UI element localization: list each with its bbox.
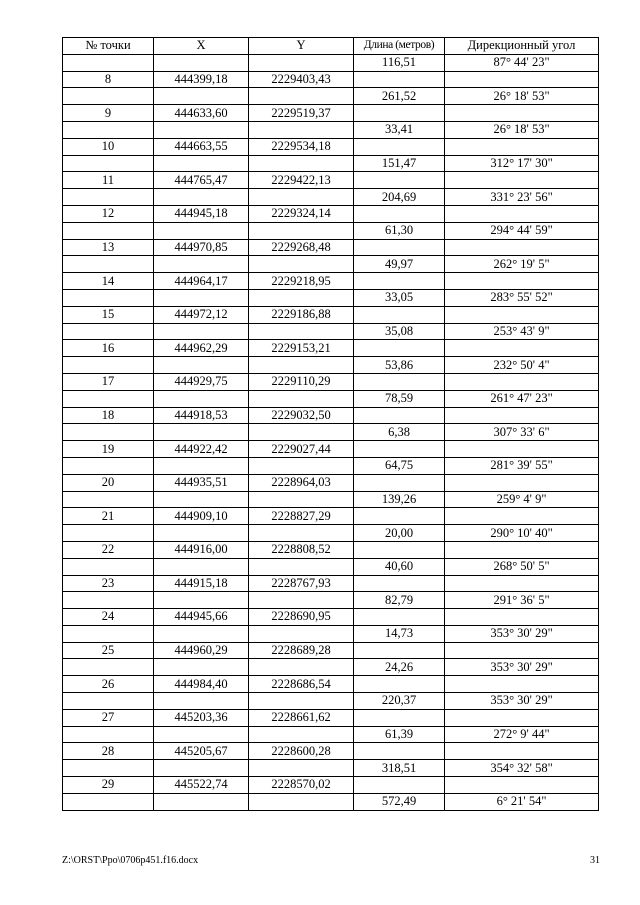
empty-cell: [63, 155, 154, 172]
segment-length: 116,51: [354, 54, 445, 71]
segment-row: [63, 222, 599, 239]
point-number: 24: [63, 609, 154, 626]
empty-cell: [154, 256, 249, 273]
point-row: [63, 205, 599, 222]
coord-x: 444964,17: [154, 273, 249, 290]
point-row: [63, 306, 599, 323]
segment-angle: 294° 44' 59": [445, 222, 599, 239]
empty-cell: [63, 256, 154, 273]
empty-cell: [154, 88, 249, 105]
coord-y: 2228767,93: [249, 575, 354, 592]
coord-y: 2229218,95: [249, 273, 354, 290]
empty-cell: [63, 693, 154, 710]
coord-x: 444960,29: [154, 642, 249, 659]
empty-cell: [154, 659, 249, 676]
empty-cell: [249, 693, 354, 710]
segment-angle: 87° 44' 23": [445, 54, 599, 71]
point-row: [63, 474, 599, 491]
segment-angle: 26° 18' 53": [445, 88, 599, 105]
empty-cell: [445, 340, 599, 357]
empty-cell: [354, 71, 445, 88]
empty-cell: [154, 592, 249, 609]
coord-x: 444909,10: [154, 508, 249, 525]
footer-page-number: 31: [590, 855, 600, 866]
segment-length: 78,59: [354, 390, 445, 407]
coord-y: 2229324,14: [249, 205, 354, 222]
point-number: 16: [63, 340, 154, 357]
empty-cell: [354, 373, 445, 390]
segment-angle: 331° 23' 56": [445, 189, 599, 206]
empty-cell: [63, 390, 154, 407]
point-row: [63, 642, 599, 659]
segment-row: [63, 625, 599, 642]
empty-cell: [354, 609, 445, 626]
point-row: [63, 676, 599, 693]
empty-cell: [354, 508, 445, 525]
empty-cell: [154, 390, 249, 407]
segment-length: 204,69: [354, 189, 445, 206]
segment-length: 572,49: [354, 793, 445, 810]
empty-cell: [354, 172, 445, 189]
coord-y: 2229519,37: [249, 105, 354, 122]
segment-row: [63, 491, 599, 508]
segment-angle: 268° 50' 5": [445, 558, 599, 575]
point-number: 19: [63, 441, 154, 458]
empty-cell: [249, 121, 354, 138]
empty-cell: [154, 189, 249, 206]
coord-x: 444970,85: [154, 239, 249, 256]
empty-cell: [249, 558, 354, 575]
segment-length: 139,26: [354, 491, 445, 508]
segment-length: 6,38: [354, 424, 445, 441]
empty-cell: [445, 743, 599, 760]
empty-cell: [249, 491, 354, 508]
segment-row: [63, 323, 599, 340]
empty-cell: [154, 693, 249, 710]
empty-cell: [445, 407, 599, 424]
coord-y: 2229534,18: [249, 138, 354, 155]
coord-y: 2229186,88: [249, 306, 354, 323]
segment-row: [63, 289, 599, 306]
empty-cell: [445, 239, 599, 256]
coord-x: 444922,42: [154, 441, 249, 458]
segment-angle: 281° 39' 55": [445, 457, 599, 474]
empty-cell: [445, 642, 599, 659]
coord-y: 2228827,29: [249, 508, 354, 525]
empty-cell: [249, 659, 354, 676]
table-header-row: [63, 38, 599, 55]
segment-row: [63, 189, 599, 206]
empty-cell: [354, 777, 445, 794]
coord-x: 444972,12: [154, 306, 249, 323]
coord-x: 444915,18: [154, 575, 249, 592]
coord-x: 445522,74: [154, 777, 249, 794]
segment-length: 220,37: [354, 693, 445, 710]
coord-y: 2229027,44: [249, 441, 354, 458]
empty-cell: [445, 71, 599, 88]
empty-cell: [249, 625, 354, 642]
coord-y: 2229032,50: [249, 407, 354, 424]
coord-x: 444984,40: [154, 676, 249, 693]
empty-cell: [354, 239, 445, 256]
coord-y: 2228964,03: [249, 474, 354, 491]
header-x: X: [154, 38, 249, 55]
empty-cell: [249, 357, 354, 374]
empty-cell: [445, 306, 599, 323]
segment-angle: 26° 18' 53": [445, 121, 599, 138]
empty-cell: [445, 373, 599, 390]
point-number: 15: [63, 306, 154, 323]
coord-y: 2228600,28: [249, 743, 354, 760]
coord-x: 445205,67: [154, 743, 249, 760]
segment-angle: 353° 30' 29": [445, 625, 599, 642]
empty-cell: [445, 541, 599, 558]
point-row: [63, 138, 599, 155]
point-row: [63, 373, 599, 390]
point-number: 8: [63, 71, 154, 88]
coord-x: 444918,53: [154, 407, 249, 424]
empty-cell: [63, 491, 154, 508]
segment-row: [63, 54, 599, 71]
coord-x: 444916,00: [154, 541, 249, 558]
empty-cell: [154, 491, 249, 508]
coord-x: 444399,18: [154, 71, 249, 88]
empty-cell: [249, 289, 354, 306]
empty-cell: [445, 508, 599, 525]
empty-cell: [63, 424, 154, 441]
empty-cell: [354, 743, 445, 760]
segment-row: [63, 155, 599, 172]
segment-length: 261,52: [354, 88, 445, 105]
segment-length: 151,47: [354, 155, 445, 172]
empty-cell: [354, 407, 445, 424]
empty-cell: [249, 793, 354, 810]
empty-cell: [354, 105, 445, 122]
segment-angle: 232° 50' 4": [445, 357, 599, 374]
empty-cell: [63, 54, 154, 71]
segment-row: [63, 424, 599, 441]
point-number: 21: [63, 508, 154, 525]
segment-angle: 307° 33' 6": [445, 424, 599, 441]
empty-cell: [354, 441, 445, 458]
segment-length: 40,60: [354, 558, 445, 575]
segment-row: [63, 357, 599, 374]
point-row: [63, 575, 599, 592]
coord-y: 2228808,52: [249, 541, 354, 558]
empty-cell: [154, 793, 249, 810]
empty-cell: [249, 323, 354, 340]
empty-cell: [445, 777, 599, 794]
empty-cell: [354, 676, 445, 693]
point-number: 23: [63, 575, 154, 592]
empty-cell: [154, 357, 249, 374]
coord-x: 444929,75: [154, 373, 249, 390]
point-number: 12: [63, 205, 154, 222]
coord-y: 2229110,29: [249, 373, 354, 390]
empty-cell: [154, 155, 249, 172]
empty-cell: [63, 189, 154, 206]
point-row: [63, 609, 599, 626]
segment-angle: 283° 55' 52": [445, 289, 599, 306]
point-number: 28: [63, 743, 154, 760]
empty-cell: [63, 222, 154, 239]
segment-length: 61,39: [354, 726, 445, 743]
empty-cell: [154, 625, 249, 642]
segment-angle: 290° 10' 40": [445, 525, 599, 542]
segment-row: [63, 726, 599, 743]
empty-cell: [63, 357, 154, 374]
empty-cell: [354, 541, 445, 558]
empty-cell: [354, 575, 445, 592]
segment-length: 64,75: [354, 457, 445, 474]
empty-cell: [249, 155, 354, 172]
coord-y: 2229268,48: [249, 239, 354, 256]
empty-cell: [154, 424, 249, 441]
empty-cell: [445, 676, 599, 693]
empty-cell: [445, 441, 599, 458]
segment-row: [63, 390, 599, 407]
header-direction-angle: Дирекционный угол: [445, 38, 599, 55]
point-row: [63, 407, 599, 424]
coord-x: 444945,18: [154, 205, 249, 222]
empty-cell: [445, 205, 599, 222]
coord-y: 2229422,13: [249, 172, 354, 189]
coord-y: 2228689,28: [249, 642, 354, 659]
empty-cell: [249, 592, 354, 609]
coord-x: 444633,60: [154, 105, 249, 122]
coord-y: 2228661,62: [249, 709, 354, 726]
coord-y: 2229153,21: [249, 340, 354, 357]
segment-length: 53,86: [354, 357, 445, 374]
coord-y: 2228686,54: [249, 676, 354, 693]
coord-y: 2228690,95: [249, 609, 354, 626]
segment-angle: 6° 21' 54": [445, 793, 599, 810]
footer-file-path: Z:\ORST\Ppo\0706p451.f16.docx: [62, 855, 199, 866]
segment-length: 318,51: [354, 760, 445, 777]
point-number: 13: [63, 239, 154, 256]
empty-cell: [63, 592, 154, 609]
empty-cell: [445, 138, 599, 155]
coord-x: 445203,36: [154, 709, 249, 726]
point-number: 11: [63, 172, 154, 189]
empty-cell: [154, 760, 249, 777]
header-y: Y: [249, 38, 354, 55]
empty-cell: [249, 88, 354, 105]
segment-angle: 259° 4' 9": [445, 491, 599, 508]
empty-cell: [249, 525, 354, 542]
point-row: [63, 709, 599, 726]
point-number: 27: [63, 709, 154, 726]
empty-cell: [249, 726, 354, 743]
coordinates-table: [62, 37, 599, 811]
point-row: [63, 172, 599, 189]
empty-cell: [154, 457, 249, 474]
empty-cell: [445, 172, 599, 189]
point-row: [63, 508, 599, 525]
segment-length: 35,08: [354, 323, 445, 340]
empty-cell: [249, 457, 354, 474]
coord-x: 444663,55: [154, 138, 249, 155]
empty-cell: [63, 760, 154, 777]
segment-row: [63, 693, 599, 710]
empty-cell: [154, 558, 249, 575]
segment-row: [63, 793, 599, 810]
header-point-number: № точки: [63, 38, 154, 55]
empty-cell: [63, 525, 154, 542]
segment-length: 49,97: [354, 256, 445, 273]
segment-length: 61,30: [354, 222, 445, 239]
empty-cell: [63, 289, 154, 306]
point-number: 29: [63, 777, 154, 794]
point-row: [63, 743, 599, 760]
empty-cell: [63, 793, 154, 810]
segment-row: [63, 256, 599, 273]
segment-row: [63, 760, 599, 777]
point-number: 14: [63, 273, 154, 290]
empty-cell: [63, 88, 154, 105]
empty-cell: [249, 256, 354, 273]
empty-cell: [63, 659, 154, 676]
segment-length: 33,05: [354, 289, 445, 306]
empty-cell: [354, 642, 445, 659]
segment-row: [63, 558, 599, 575]
empty-cell: [354, 340, 445, 357]
point-number: 25: [63, 642, 154, 659]
empty-cell: [249, 424, 354, 441]
point-number: 22: [63, 541, 154, 558]
point-number: 18: [63, 407, 154, 424]
empty-cell: [249, 390, 354, 407]
segment-length: 82,79: [354, 592, 445, 609]
empty-cell: [354, 709, 445, 726]
point-row: [63, 105, 599, 122]
empty-cell: [354, 273, 445, 290]
empty-cell: [445, 474, 599, 491]
segment-angle: 312° 17' 30": [445, 155, 599, 172]
point-number: 9: [63, 105, 154, 122]
segment-length: 20,00: [354, 525, 445, 542]
empty-cell: [63, 625, 154, 642]
segment-row: [63, 659, 599, 676]
empty-cell: [354, 205, 445, 222]
empty-cell: [249, 54, 354, 71]
segment-length: 14,73: [354, 625, 445, 642]
coord-y: 2229403,43: [249, 71, 354, 88]
empty-cell: [154, 726, 249, 743]
segment-angle: 262° 19' 5": [445, 256, 599, 273]
empty-cell: [445, 709, 599, 726]
coord-x: 444962,29: [154, 340, 249, 357]
segment-length: 24,26: [354, 659, 445, 676]
empty-cell: [354, 306, 445, 323]
segment-angle: 354° 32' 58": [445, 760, 599, 777]
segment-angle: 353° 30' 29": [445, 659, 599, 676]
empty-cell: [154, 525, 249, 542]
segment-row: [63, 457, 599, 474]
point-row: [63, 239, 599, 256]
empty-cell: [445, 105, 599, 122]
point-row: [63, 541, 599, 558]
segment-row: [63, 525, 599, 542]
segment-length: 33,41: [354, 121, 445, 138]
point-number: 17: [63, 373, 154, 390]
point-number: 10: [63, 138, 154, 155]
empty-cell: [354, 138, 445, 155]
empty-cell: [249, 189, 354, 206]
empty-cell: [249, 760, 354, 777]
point-row: [63, 441, 599, 458]
empty-cell: [354, 474, 445, 491]
coord-x: 444765,47: [154, 172, 249, 189]
coord-x: 444945,66: [154, 609, 249, 626]
coord-y: 2228570,02: [249, 777, 354, 794]
segment-angle: 253° 43' 9": [445, 323, 599, 340]
empty-cell: [445, 575, 599, 592]
segment-angle: 291° 36' 5": [445, 592, 599, 609]
point-row: [63, 340, 599, 357]
empty-cell: [154, 222, 249, 239]
point-number: 20: [63, 474, 154, 491]
segment-angle: 261° 47' 23": [445, 390, 599, 407]
empty-cell: [445, 609, 599, 626]
coord-x: 444935,51: [154, 474, 249, 491]
segment-angle: 353° 30' 29": [445, 693, 599, 710]
segment-angle: 272° 9' 44": [445, 726, 599, 743]
point-number: 26: [63, 676, 154, 693]
segment-row: [63, 121, 599, 138]
point-row: [63, 71, 599, 88]
empty-cell: [445, 273, 599, 290]
empty-cell: [154, 323, 249, 340]
segment-row: [63, 592, 599, 609]
point-row: [63, 273, 599, 290]
empty-cell: [249, 222, 354, 239]
empty-cell: [154, 121, 249, 138]
empty-cell: [63, 457, 154, 474]
empty-cell: [154, 54, 249, 71]
header-length: Длина (метров): [354, 38, 445, 55]
point-row: [63, 777, 599, 794]
empty-cell: [63, 726, 154, 743]
empty-cell: [63, 323, 154, 340]
empty-cell: [63, 121, 154, 138]
segment-row: [63, 88, 599, 105]
empty-cell: [154, 289, 249, 306]
empty-cell: [63, 558, 154, 575]
